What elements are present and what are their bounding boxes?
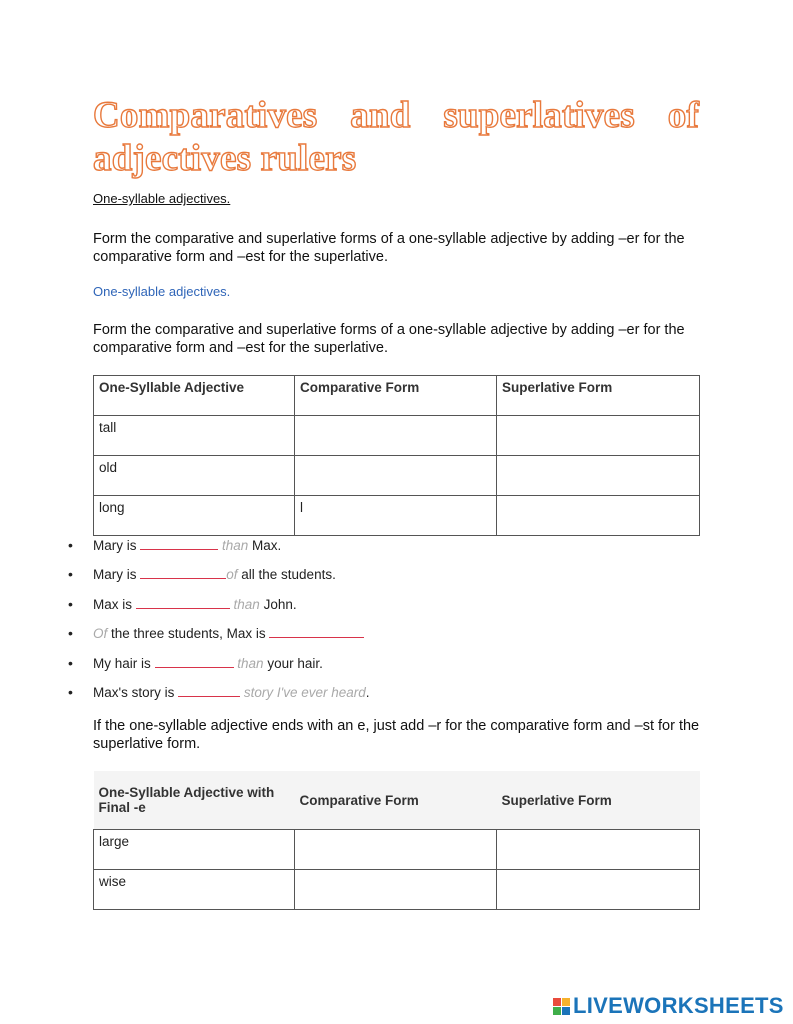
list-item: • Max's story is story I've ever heard.: [68, 683, 370, 700]
superlative-answer-cell[interactable]: [497, 496, 700, 536]
hint-text: of: [226, 567, 238, 583]
comparative-answer-cell[interactable]: [295, 456, 497, 496]
table-header-row: [94, 771, 700, 830]
header-adjective: One-Syllable Adjective: [94, 376, 295, 416]
liveworksheets-logo: [553, 993, 784, 1019]
bullet-icon: •: [68, 654, 73, 671]
rule-paragraph-2: Form the comparative and superlative forms of a one-syllable adjective by adding –er for the comparative form and –est for the superlative.: [93, 322, 685, 356]
table-row: [94, 830, 700, 870]
table-row: [94, 870, 700, 910]
answer-blank[interactable]: [269, 623, 364, 638]
superlative-answer-cell[interactable]: [497, 830, 700, 870]
comparative-answer-cell[interactable]: [295, 870, 497, 910]
header-comparative: Comparative Form: [295, 771, 497, 830]
list-item: • Max is than John.: [68, 595, 297, 612]
adjective-cell: long: [94, 496, 295, 536]
adjective-cell: wise: [94, 870, 295, 910]
list-item: • My hair is than your hair.: [68, 654, 323, 671]
comparative-answer-cell[interactable]: [295, 416, 497, 456]
rule-paragraph-3: If the one-syllable adjective ends with an e, just add –r for the comparative form and –st for the superlative form.: [93, 718, 700, 752]
table-header-row: [94, 376, 700, 416]
section-heading-one-syllable-link: One-syllable adjectives.: [93, 284, 231, 299]
adjective-cell: tall: [94, 416, 295, 456]
bullet-icon: •: [68, 683, 73, 700]
header-comparative: Comparative Form: [295, 376, 497, 416]
adjective-cell: old: [94, 456, 295, 496]
logo-square-red: [553, 998, 561, 1006]
list-item: • Mary is than Max.: [68, 537, 282, 553]
rule-paragraph-1: Form the comparative and superlative forms of a one-syllable adjective by adding –er for the comparative form and –est for the superlative.: [93, 231, 685, 265]
comparative-answer-cell[interactable]: l: [295, 496, 497, 536]
page-title: Comparatives and superlatives of adjectives rulers: [93, 95, 699, 179]
superlative-answer-cell[interactable]: [497, 870, 700, 910]
adjective-cell: large: [94, 830, 295, 870]
comparative-answer-cell[interactable]: [295, 830, 497, 870]
bullet-icon: •: [68, 595, 73, 612]
header-superlative: Superlative Form: [497, 376, 700, 416]
logo-square-yellow: [562, 998, 570, 1006]
header-adjective-final-e: One-Syllable Adjective with Final -e: [94, 771, 295, 830]
hint-text: Of: [93, 626, 108, 642]
bullet-icon: •: [68, 537, 73, 553]
logo-text: LIVEWORKSHEETS: [573, 993, 784, 1018]
bullet-icon: •: [68, 625, 73, 642]
hint-text: story I've ever heard: [243, 684, 366, 700]
hint-text: than: [233, 596, 260, 612]
hint-text: than: [222, 538, 249, 553]
adjective-table-1: [93, 375, 700, 536]
superlative-answer-cell[interactable]: [497, 456, 700, 496]
hint-text: than: [237, 655, 264, 671]
bullet-icon: •: [68, 566, 73, 583]
answer-blank[interactable]: [136, 594, 230, 609]
answer-blank[interactable]: [155, 653, 234, 668]
adjective-table-2: [93, 771, 700, 910]
logo-square-green: [553, 1007, 561, 1015]
table-row: [94, 416, 700, 456]
logo-square-blue: [562, 1007, 570, 1015]
table-row: [94, 496, 700, 536]
list-item: • Of the three students, Max is: [68, 623, 370, 652]
logo-squares-icon: [553, 998, 570, 1015]
answer-blank[interactable]: [140, 535, 218, 550]
table-row: [94, 456, 700, 496]
answer-blank[interactable]: [178, 682, 240, 697]
exercise-sentence-list: [68, 535, 370, 711]
answer-blank[interactable]: [140, 564, 226, 579]
superlative-answer-cell[interactable]: [497, 416, 700, 456]
list-item: • Mary is of all the students.: [68, 566, 336, 583]
section-heading-one-syllable: One-syllable adjectives.: [93, 191, 231, 206]
header-superlative: Superlative Form: [497, 771, 700, 830]
